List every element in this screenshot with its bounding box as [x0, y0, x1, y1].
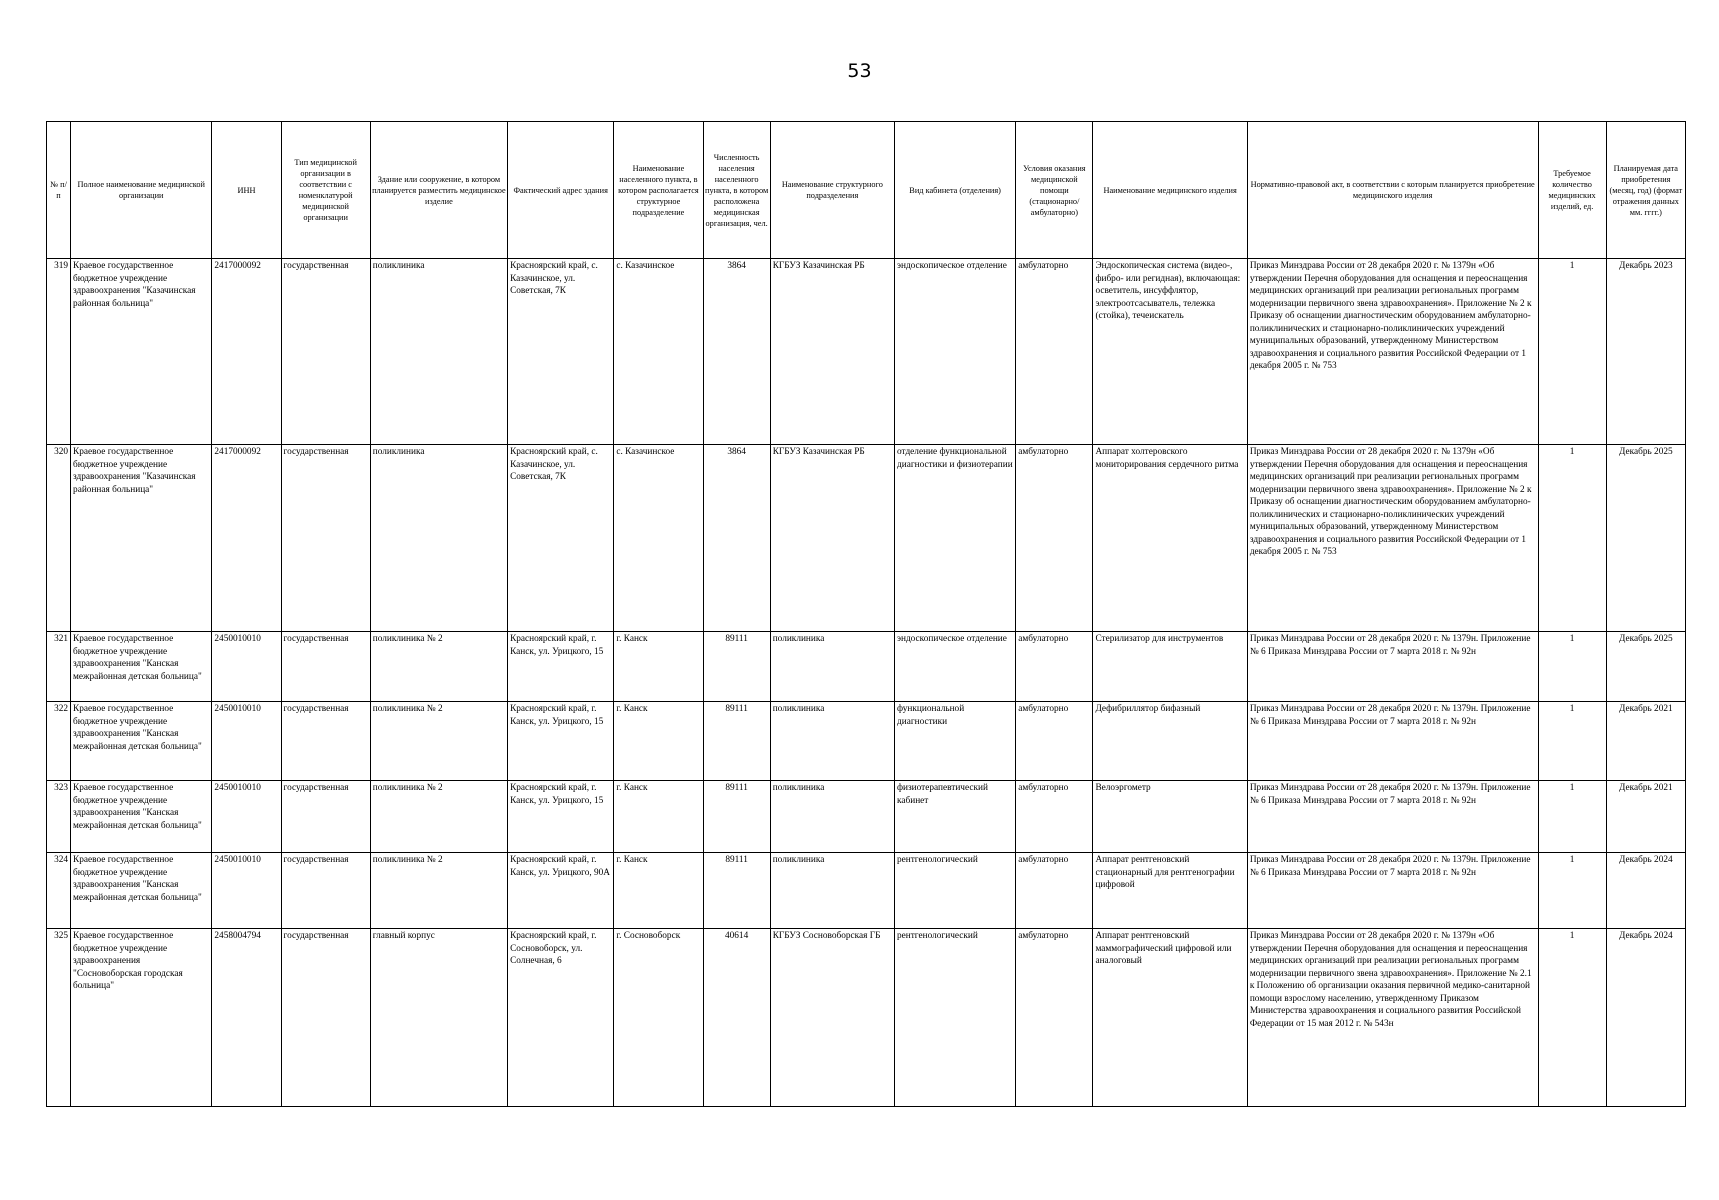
cell-org-type: государственная — [281, 445, 370, 632]
cell-building: поликлиника № 2 — [370, 702, 507, 781]
cell-settlement: г. Канск — [614, 702, 703, 781]
cell-org-type: государственная — [281, 259, 370, 445]
cell-address: Красноярский край, с. Казачинское, ул. Советская, 7К — [508, 259, 614, 445]
cell-inn: 2450010010 — [212, 702, 281, 781]
header-date: Планируемая дата приобретения (месяц, год) (формат отражения данных мм. гггг.) — [1606, 122, 1685, 259]
cell-date: Декабрь 2023 — [1606, 259, 1685, 445]
cell-quantity: 1 — [1538, 702, 1606, 781]
cell-room: физиотерапевтический кабинет — [894, 781, 1015, 853]
cell-building: поликлиника № 2 — [370, 632, 507, 702]
cell-building: поликлиника № 2 — [370, 853, 507, 929]
header-legal-act: Нормативно-правовой акт, в соответствии с которым планируется приобретение медицинского изделия — [1247, 122, 1538, 259]
cell-org-name: Краевое государственное бюджетное учреждение здравоохранения "Казачинская районная больница" — [71, 259, 212, 445]
table-row — [47, 445, 1686, 632]
cell-num: 322 — [47, 702, 71, 781]
cell-org-name: Краевое государственное бюджетное учреждение здравоохранения "Сосновоборская городская больница" — [71, 929, 212, 1107]
cell-conditions: амбулаторно — [1016, 445, 1093, 632]
cell-org-name: Краевое государственное бюджетное учреждение здравоохранения "Казачинская районная больница" — [71, 445, 212, 632]
cell-population: 89111 — [703, 853, 770, 929]
header-org-name: Полное наименование медицинской организации — [71, 122, 212, 259]
cell-num: 324 — [47, 853, 71, 929]
header-building: Здание или сооружение, в котором планируется разместить медицинское изделие — [370, 122, 507, 259]
cell-room: отделение функциональной диагностики и физиотерапии — [894, 445, 1015, 632]
cell-settlement: с. Казачинское — [614, 259, 703, 445]
cell-device: Аппарат холтеровского мониторирования сердечного ритма — [1093, 445, 1247, 632]
cell-date: Декабрь 2021 — [1606, 781, 1685, 853]
header-inn: ИНН — [212, 122, 281, 259]
cell-org-name: Краевое государственное бюджетное учреждение здравоохранения "Канская межрайонная детская больница" — [71, 702, 212, 781]
cell-date: Декабрь 2024 — [1606, 929, 1685, 1107]
header-device: Наименование медицинского изделия — [1093, 122, 1247, 259]
equipment-table — [46, 121, 1686, 1107]
cell-settlement: г. Канск — [614, 781, 703, 853]
cell-device: Аппарат рентгеновский стационарный для рентгенографии цифровой — [1093, 853, 1247, 929]
cell-num: 321 — [47, 632, 71, 702]
cell-population: 89111 — [703, 781, 770, 853]
cell-unit: поликлиника — [770, 702, 894, 781]
cell-device: Велоэргометр — [1093, 781, 1247, 853]
cell-org-type: государственная — [281, 632, 370, 702]
cell-inn: 2450010010 — [212, 781, 281, 853]
cell-quantity: 1 — [1538, 853, 1606, 929]
cell-unit: КГБУЗ Сосновоборская ГБ — [770, 929, 894, 1107]
cell-settlement: г. Канск — [614, 853, 703, 929]
table-row — [47, 853, 1686, 929]
header-room: Вид кабинета (отделения) — [894, 122, 1015, 259]
cell-conditions: амбулаторно — [1016, 259, 1093, 445]
table-row — [47, 259, 1686, 445]
cell-quantity: 1 — [1538, 445, 1606, 632]
cell-settlement: г. Сосновоборск — [614, 929, 703, 1107]
header-unit: Наименование структурного подразделения — [770, 122, 894, 259]
cell-building: поликлиника — [370, 259, 507, 445]
cell-conditions: амбулаторно — [1016, 781, 1093, 853]
cell-unit: КГБУЗ Казачинская РБ — [770, 259, 894, 445]
cell-conditions: амбулаторно — [1016, 632, 1093, 702]
cell-device: Эндоскопическая система (видео-, фибро- или регидная), включающая: осветитель, инсуффлятор, электроотсасыватель, тележка (стойка), течеискатель — [1093, 259, 1247, 445]
cell-inn: 2417000092 — [212, 445, 281, 632]
cell-address: Красноярский край, с. Казачинское, ул. Советская, 7К — [508, 445, 614, 632]
cell-legal-act: Приказ Минздрава России от 28 декабря 2020 г. № 1379н. Приложение № 6 Приказа Минздрава России от 7 марта 2018 г. № 92н — [1247, 702, 1538, 781]
medical-equipment-table — [46, 121, 1686, 1107]
header-population: Численность населения населенного пункта, в котором расположена медицинская организация, чел. — [703, 122, 770, 259]
cell-conditions: амбулаторно — [1016, 929, 1093, 1107]
cell-org-type: государственная — [281, 929, 370, 1107]
header-conditions: Условия оказания медицинской помощи (стационарно/ амбулаторно) — [1016, 122, 1093, 259]
cell-device: Стерилизатор для инструментов — [1093, 632, 1247, 702]
cell-conditions: амбулаторно — [1016, 702, 1093, 781]
cell-date: Декабрь 2025 — [1606, 632, 1685, 702]
table-header-row — [47, 122, 1686, 259]
table-row — [47, 929, 1686, 1107]
cell-org-name: Краевое государственное бюджетное учреждение здравоохранения "Канская межрайонная детская больница" — [71, 853, 212, 929]
cell-org-name: Краевое государственное бюджетное учреждение здравоохранения "Канская межрайонная детская больница" — [71, 781, 212, 853]
cell-org-type: государственная — [281, 853, 370, 929]
cell-unit: поликлиника — [770, 632, 894, 702]
header-address: Фактический адрес здания — [508, 122, 614, 259]
cell-inn: 2458004794 — [212, 929, 281, 1107]
cell-org-type: государственная — [281, 702, 370, 781]
table-row — [47, 702, 1686, 781]
cell-population: 89111 — [703, 702, 770, 781]
cell-quantity: 1 — [1538, 781, 1606, 853]
cell-inn: 2450010010 — [212, 853, 281, 929]
cell-room: эндоскопическое отделение — [894, 632, 1015, 702]
cell-building: поликлиника № 2 — [370, 781, 507, 853]
cell-legal-act: Приказ Минздрава России от 28 декабря 2020 г. № 1379н. Приложение № 6 Приказа Минздрава России от 7 марта 2018 г. № 92н — [1247, 781, 1538, 853]
cell-num: 320 — [47, 445, 71, 632]
table-row — [47, 632, 1686, 702]
cell-unit: поликлиника — [770, 781, 894, 853]
cell-settlement: г. Канск — [614, 632, 703, 702]
header-quantity: Требуемое количество медицинских изделий, ед. — [1538, 122, 1606, 259]
cell-num: 325 — [47, 929, 71, 1107]
cell-unit: поликлиника — [770, 853, 894, 929]
cell-population: 40614 — [703, 929, 770, 1107]
cell-quantity: 1 — [1538, 929, 1606, 1107]
cell-address: Красноярский край, г. Канск, ул. Урицкого, 15 — [508, 781, 614, 853]
cell-date: Декабрь 2025 — [1606, 445, 1685, 632]
cell-legal-act: Приказ Минздрава России от 28 декабря 2020 г. № 1379н «Об утверждении Перечня оборудования для оснащения и переоснащения медицинских организаций при реализации региональных программ модернизации первичного звена здравоохранения». Приложение № 2 к Приказу об оснащении диагностическим оборудованием амбулаторно-поликлинических и стационарно-поликлинических учреждений муниципальных образований, утвержденному Министерством здравоохранения и социального развития Российской Федерации от 1 декабря 2005 г. № 753 — [1247, 259, 1538, 445]
cell-address: Красноярский край, г. Канск, ул. Урицкого, 15 — [508, 632, 614, 702]
cell-room: рентгенологический — [894, 853, 1015, 929]
cell-device: Дефибриллятор бифазный — [1093, 702, 1247, 781]
cell-inn: 2417000092 — [212, 259, 281, 445]
cell-date: Декабрь 2021 — [1606, 702, 1685, 781]
cell-legal-act: Приказ Минздрава России от 28 декабря 2020 г. № 1379н. Приложение № 6 Приказа Минздрава России от 7 марта 2018 г. № 92н — [1247, 853, 1538, 929]
header-org-type: Тип медицинской организации в соответствии с номенклатурой медицинской организации — [281, 122, 370, 259]
cell-conditions: амбулаторно — [1016, 853, 1093, 929]
cell-population: 3864 — [703, 259, 770, 445]
cell-address: Красноярский край, г. Канск, ул. Урицкого, 15 — [508, 702, 614, 781]
cell-room: рентгенологический — [894, 929, 1015, 1107]
cell-quantity: 1 — [1538, 632, 1606, 702]
page-number: 53 — [847, 60, 872, 82]
cell-room: функциональной диагностики — [894, 702, 1015, 781]
cell-settlement: с. Казачинское — [614, 445, 703, 632]
table-row — [47, 781, 1686, 853]
cell-quantity: 1 — [1538, 259, 1606, 445]
cell-org-name: Краевое государственное бюджетное учреждение здравоохранения "Канская межрайонная детская больница" — [71, 632, 212, 702]
cell-building: главный корпус — [370, 929, 507, 1107]
cell-unit: КГБУЗ Казачинская РБ — [770, 445, 894, 632]
header-num: № п/п — [47, 122, 71, 259]
cell-num: 323 — [47, 781, 71, 853]
cell-legal-act: Приказ Минздрава России от 28 декабря 2020 г. № 1379н. Приложение № 6 Приказа Минздрава России от 7 марта 2018 г. № 92н — [1247, 632, 1538, 702]
cell-legal-act: Приказ Минздрава России от 28 декабря 2020 г. № 1379н «Об утверждении Перечня оборудования для оснащения и переоснащения медицинских организаций при реализации региональных программ модернизации первичного звена здравоохранения». Приложение № 2 к Приказу об оснащении диагностическим оборудованием амбулаторно-поликлинических и стационарно-поликлинических учреждений муниципальных образований, утвержденному Министерством здравоохранения и социального развития Российской Федерации от 1 декабря 2005 г. № 753 — [1247, 445, 1538, 632]
cell-population: 89111 — [703, 632, 770, 702]
cell-device: Аппарат рентгеновский маммографический цифровой или аналоговый — [1093, 929, 1247, 1107]
cell-org-type: государственная — [281, 781, 370, 853]
cell-building: поликлиника — [370, 445, 507, 632]
cell-population: 3864 — [703, 445, 770, 632]
cell-inn: 2450010010 — [212, 632, 281, 702]
header-settlement: Наименование населенного пункта, в котором располагается структурное подразделение — [614, 122, 703, 259]
cell-room: эндоскопическое отделение — [894, 259, 1015, 445]
cell-legal-act: Приказ Минздрава России от 28 декабря 2020 г. № 1379н «Об утверждении Перечня оборудования для оснащения и переоснащения медицинских организаций при реализации региональных программ модернизации первичного звена здравоохранения». Приложение № 2.1 к Положению об организации оказания первичной медико-санитарной помощи взрослому населению, утвержденному Приказом Министерства здравоохранения и социального развития Российской Федерации от 15 мая 2012 г. № 543н — [1247, 929, 1538, 1107]
cell-address: Красноярский край, г. Канск, ул. Урицкого, 90А — [508, 853, 614, 929]
cell-num: 319 — [47, 259, 71, 445]
cell-date: Декабрь 2024 — [1606, 853, 1685, 929]
cell-address: Красноярский край, г. Сосновоборск, ул. Солнечная, 6 — [508, 929, 614, 1107]
